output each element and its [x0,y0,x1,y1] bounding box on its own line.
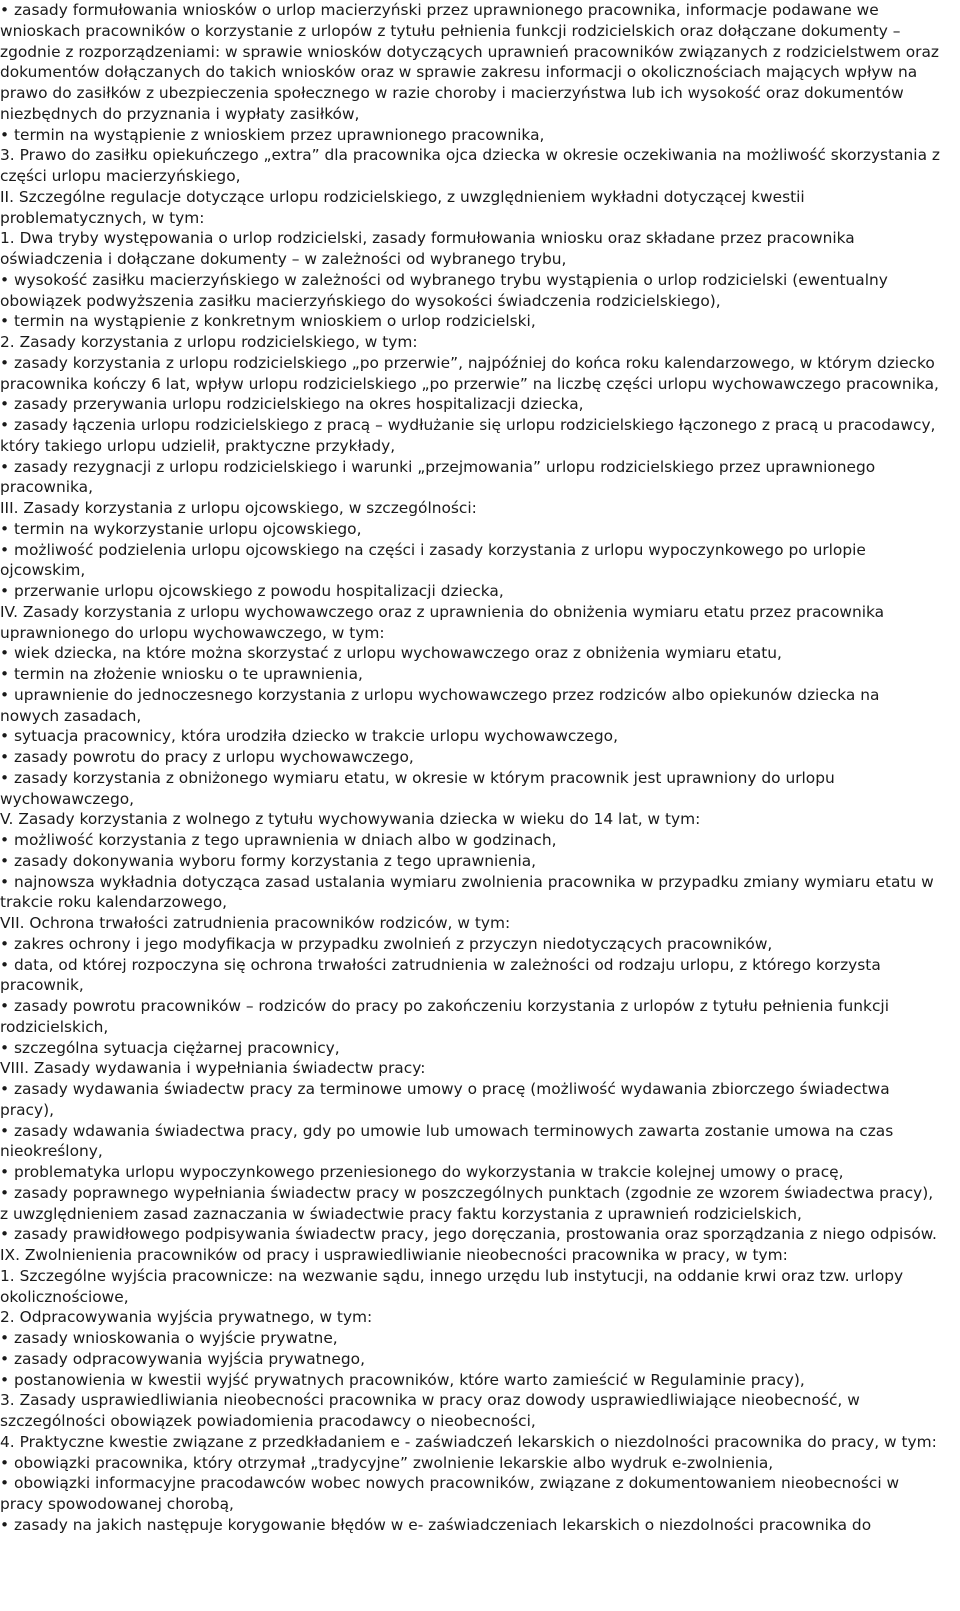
section-heading: II. Szczególne regulacje dotyczące urlopu rodzicielskiego, z uwzględnieniem wykładni dotyczącej kwestii problematycznych, w tym: [0,187,805,227]
text-line: • zasady dokonywania wyboru formy korzystania z tego uprawnienia, [0,851,537,870]
text-line: 4. Praktyczne kwestie związane z przedkładaniem e - zaświadczeń lekarskich o niezdolności pracownika do pracy, w tym: [0,1432,937,1451]
text-line: • zasady łączenia urlopu rodzicielskiego z pracą – wydłużanie się urlopu rodzicielskiego łączonego z pracą u pracodawcy, który takiego urlopu udzielił, praktyczne przykłady, [0,416,936,455]
text-line: • zasady powrotu pracowników – rodziców do pracy po zakończeniu korzystania z urlopów z tytułu pełnienia funkcji rodzicielskich, [0,997,889,1036]
text-line: • możliwość korzystania z tego uprawnienia w dniach albo w godzinach, [0,831,557,849]
text-line: • sytuacja pracownicy, która urodziła dziecko w trakcie urlopu wychowawczego, [0,727,618,746]
text-line: • termin na złożenie wniosku o te uprawnienia, [0,665,363,683]
text-line: • zakres ochrony i jego modyfikacja w przypadku zwolnień z przyczyn niedotyczących pracowników, [0,934,773,953]
text-line: 3. Zasady usprawiedliwiania nieobecności pracownika w pracy oraz dowody usprawiedliwiające nieobecność, w szczególności obowiązek powiadomienia pracodawcy o nieobecności, [0,1391,860,1430]
text-line: • zasady wnioskowania o wyjście prywatne, [0,1329,338,1347]
text-line: • zasady korzystania z urlopu rodzicielskiego „po przerwie”, najpóźniej do końca roku kalendarzowego, w którym dziecko pracownika kończy 6 lat, wpływ urlopu rodzicielskiego „po przerwie” na liczbę części urlopu wychowawczego pracownika, [0,353,939,393]
text-line: 3. Prawo do zasiłku opiekuńczego „extra” dla pracownika ojca dziecka w okresie oczekiwania na możliwość skorzystania z części urlopu macierzyńskiego, [0,146,940,185]
text-line: 1. Dwa tryby występowania o urlop rodzicielski, zasady formułowania wniosku oraz składane przez pracownika oświadczenia i dołączane dokumenty – w zależności od wybranego trybu, [0,229,855,268]
text-line: • zasady poprawnego wypełniania świadectw pracy w poszczególnych punktach (zgodnie ze wzorem świadectwa pracy), z uwzględnieniem zasad zaznaczania w świadectwie pracy faktu korzystania z uprawnień rodzicielskich, [0,1183,934,1223]
text-line: • obowiązki pracownika, który otrzymał „tradycyjne” zwolnienie lekarskie albo wydruk e-zwolnienia, [0,1453,774,1472]
text-line: • wiek dziecka, na które można skorzystać z urlopu wychowawczego oraz z obniżenia wymiaru etatu, [0,644,782,663]
text-line: • zasady formułowania wniosków o urlop macierzyński przez uprawnionego pracownika, informacje podawane we wnioskach pracowników o korzystanie z urlopów z tytułu pełnienia funkcji rodzicielskich oraz dołączane dokumenty – zgodnie z rozporządzeniami: w sprawie wniosków dotyczących uprawnień pracowników związanych z rodzicielstwem oraz dokumentów dołączanych do takich wniosków oraz w sprawie zakresu informacji o okolicznościach mających wpływ na prawo do zasiłków z ubezpieczenia społecznego w razie choroby i macierzyństwa lub ich wysokość oraz dokumentów niezbędnych do przyznania i wypłaty zasiłków, [0,1,939,123]
text-line: 2. Odpracowywania wyjścia prywatnego, w tym: [0,1308,373,1327]
text-line: • zasady korzystania z obniżonego wymiaru etatu, w okresie w którym pracownik jest uprawniony do urlopu wychowawczego, [0,768,835,808]
text-line: • zasady wdawania świadectwa pracy, gdy po umowie lub umowach terminowych zawarta zostanie umowa na czas nieokreślony, [0,1121,894,1161]
text-line: • zasady powrotu do pracy z urlopu wychowawczego, [0,748,414,766]
text-line: • zasady prawidłowego podpisywania świadectw pracy, jego doręczania, prostowania oraz sporządzania z niego odpisów. [0,1225,937,1244]
text-line: • termin na wykorzystanie urlopu ojcowskiego, [0,519,362,538]
text-line: • postanowienia w kwestii wyjść prywatnych pracowników, które warto zamieścić w Regulaminie pracy), [0,1370,805,1389]
text-line: • uprawnienie do jednoczesnego korzystania z urlopu wychowawczego przez rodziców albo opiekunów dziecka na nowych zasadach, [0,685,880,725]
text-line: • obowiązki informacyjne pracodawców wobec nowych pracowników, związane z dokumentowaniem nieobecności w pracy spowodowanej chorobą, [0,1474,900,1513]
section-heading: III. Zasady korzystania z urlopu ojcowskiego, w szczególności: [0,499,477,517]
text-line: 2. Zasady korzystania z urlopu rodzicielskiego, w tym: [0,333,418,351]
text-line: • najnowsza wykładnia dotycząca zasad ustalania wymiaru zwolnienia pracownika w przypadku zmiany wymiaru etatu w trakcie roku kalendarzowego, [0,872,934,912]
text-line: • szczególna sytuacja ciężarnej pracownicy, [0,1038,340,1057]
text-line: • termin na wystąpienie z wnioskiem przez uprawnionego pracownika, [0,125,545,144]
text-line: • data, od której rozpoczyna się ochrona trwałości zatrudnienia w zależności od rodzaju urlopu, z którego korzysta pracownik, [0,955,881,995]
section-heading: IX. Zwolnienienia pracowników od pracy i usprawiedliwianie nieobecności pracownika w pracy, w tym: [0,1246,788,1264]
section-heading: VII. Ochrona trwałości zatrudnienia pracowników rodziców, w tym: [0,914,511,932]
text-line: • problematyka urlopu wypoczynkowego przeniesionego do wykorzystania w trakcie kolejnej umowy o pracę, [0,1163,844,1181]
text-line: • zasady na jakich następuje korygowanie błędów w e- zaświadczeniach lekarskich o niezdolności pracownika do [0,1515,872,1534]
text-line: • zasady rezygnacji z urlopu rodzicielskiego i warunki „przejmowania” urlopu rodzicielskiego przez uprawnionego pracownika, [0,457,876,497]
text-line: • zasady odpracowywania wyjścia prywatnego, [0,1349,365,1368]
text-line: • zasady wydawania świadectw pracy za terminowe umowy o pracę (możliwość wydawania zbiorczego świadectwa pracy), [0,1080,890,1119]
text-line: 1. Szczególne wyjścia pracownicze: na wezwanie sądu, innego urzędu lub instytucji, na oddanie krwi oraz tzw. urlopy okolicznościowe, [0,1266,904,1306]
text-line: • możliwość podzielenia urlopu ojcowskiego na części i zasady korzystania z urlopu wypoczynkowego po urlopie ojcowskim, [0,540,866,580]
text-line: • wysokość zasiłku macierzyńskiego w zależności od wybranego trybu wystąpienia o urlop rodzicielski (ewentualny obowiązek podwyższenia zasiłku macierzyńskiego do wysokości świadczenia rodzicielskiego), [0,270,888,310]
text-line: • zasady przerywania urlopu rodzicielskiego na okres hospitalizacji dziecka, [0,395,584,414]
text-line: • przerwanie urlopu ojcowskiego z powodu hospitalizacji dziecka, [0,582,504,600]
text-line: • termin na wystąpienie z konkretnym wnioskiem o urlop rodzicielski, [0,312,536,331]
section-heading: IV. Zasady korzystania z urlopu wychowawczego oraz z uprawnienia do obniżenia wymiaru etatu przez pracownika uprawnionego do urlopu wychowawczego, w tym: [0,602,885,642]
section-heading: VIII. Zasady wydawania i wypełniania świadectw pracy: [0,1059,426,1078]
section-heading: V. Zasady korzystania z wolnego z tytułu wychowywania dziecka w wieku do 14 lat, w tym: [0,810,701,829]
